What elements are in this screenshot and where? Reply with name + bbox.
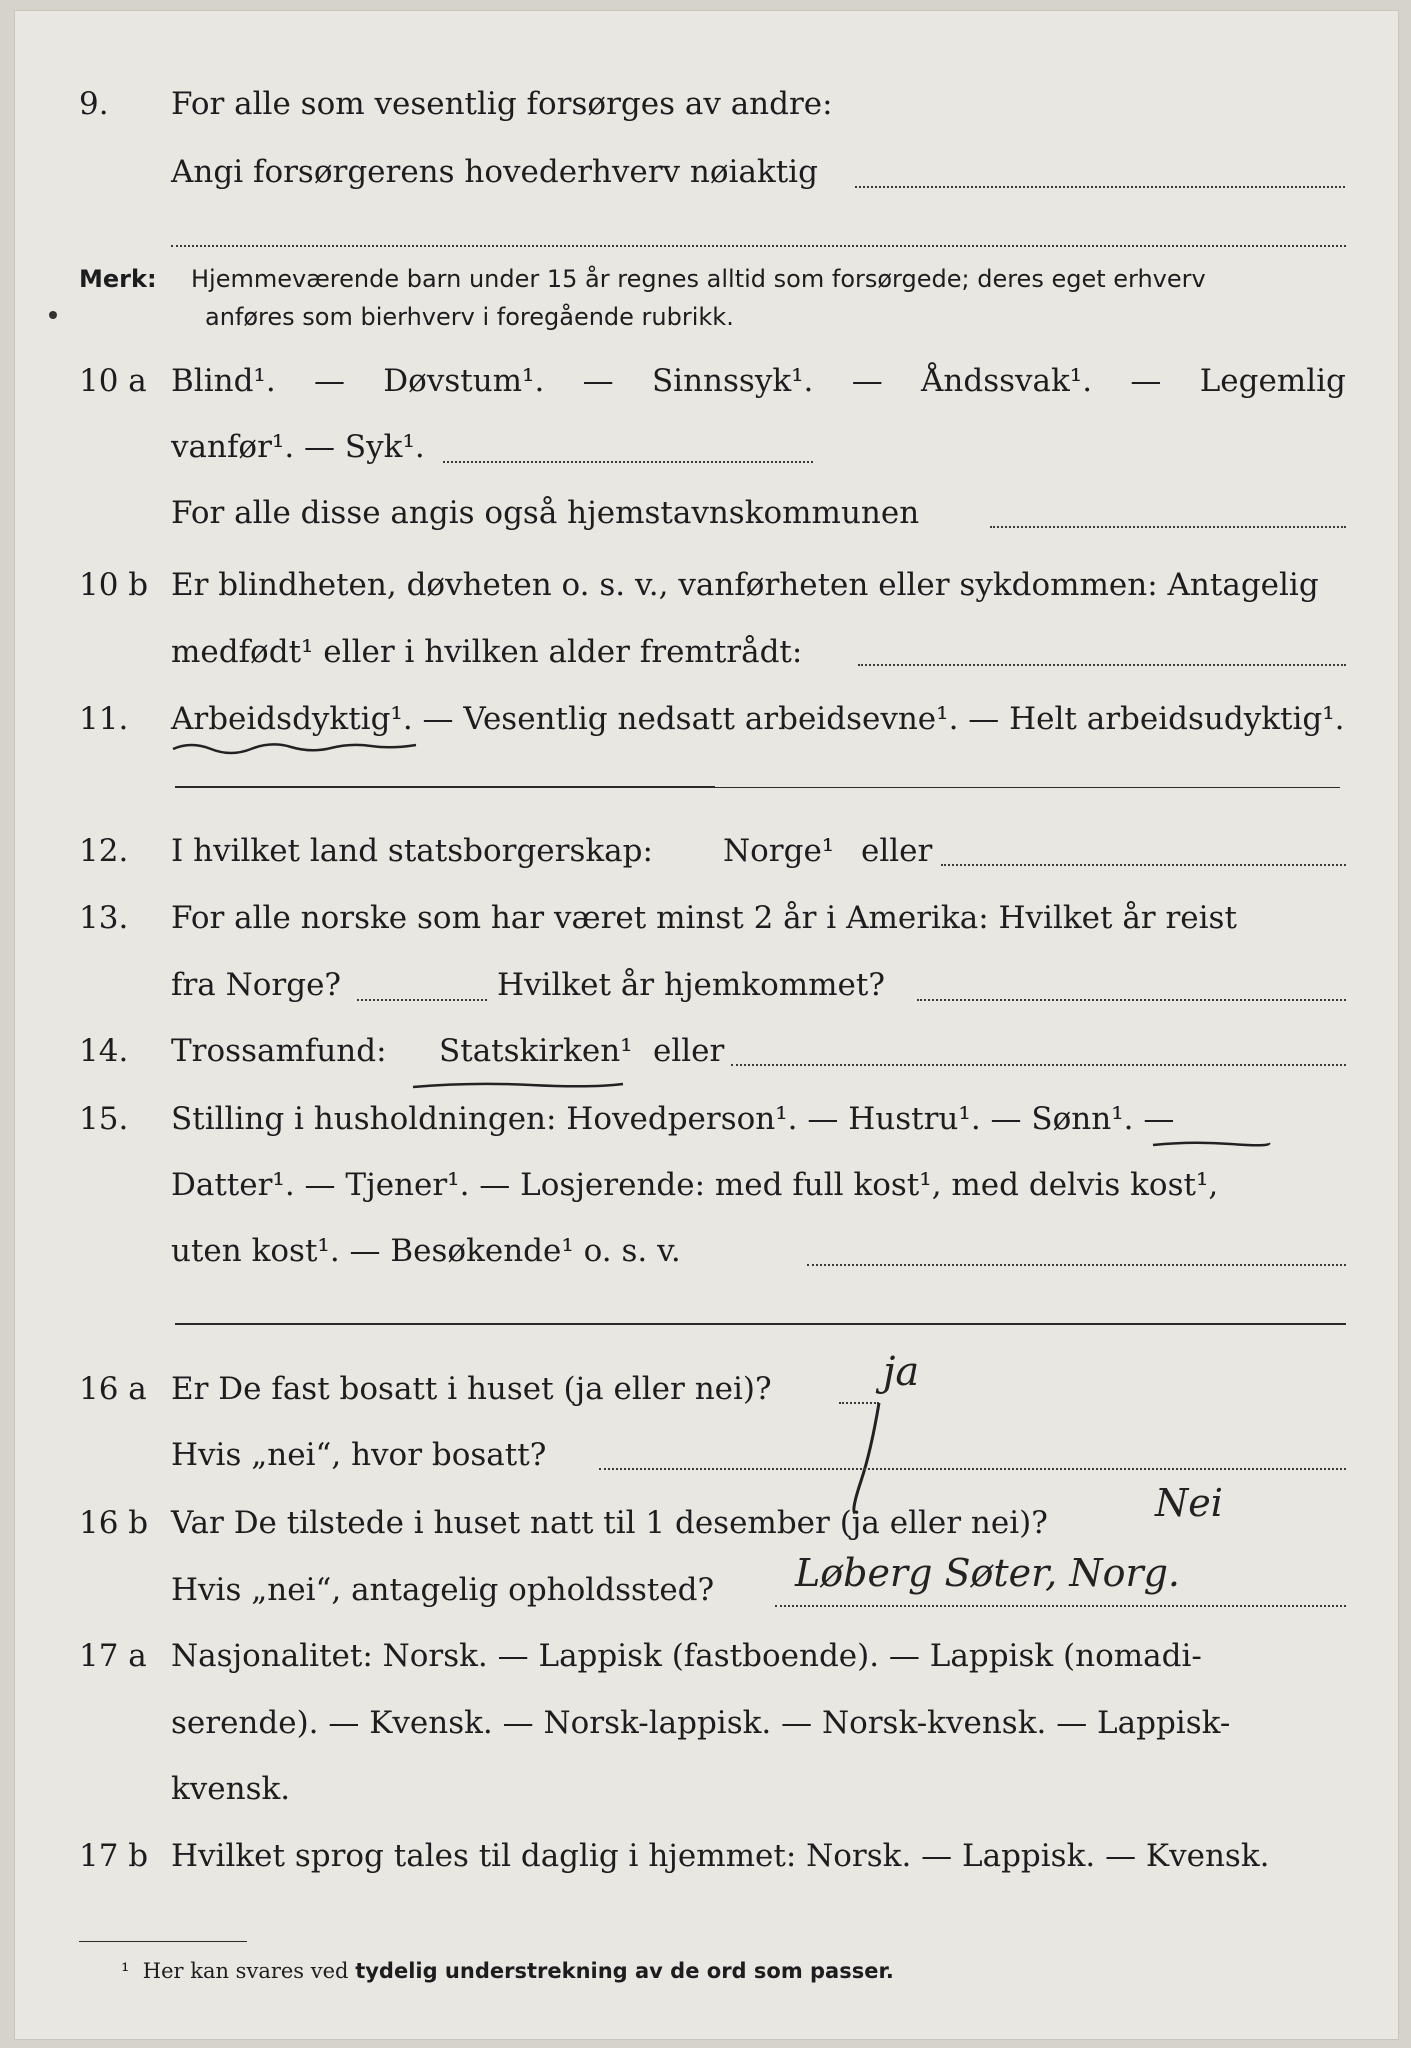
q11-rule-right — [715, 787, 1340, 788]
q16a-line2: Hvis „nei“, hvor bosatt? — [171, 1437, 547, 1473]
q15-number: 15. — [79, 1101, 129, 1137]
q14-prefix: Trossamfund: — [171, 1033, 387, 1069]
q17b-line1: Hvilket sprog tales til daglig i hjemmet: Norsk. — Lappisk. — Kvensk. — [171, 1838, 1270, 1874]
q10a-dash: — — [582, 363, 614, 399]
q10b-line1: Er blindheten, døvheten o. s. v., vanførheten eller sykdommen: Antagelig — [171, 567, 1319, 603]
q15-rule — [175, 1323, 1346, 1325]
footnote — [121, 1959, 894, 1983]
q12-suffix: eller — [861, 833, 933, 869]
footnote-prefix: Her kan svares ved — [142, 1959, 349, 1983]
q15-answer-line[interactable] — [807, 1264, 1346, 1266]
q13-hjemkommet-line[interactable] — [917, 999, 1346, 1001]
q10a-dash: — — [1130, 363, 1162, 399]
q16a-bosatt-line[interactable] — [599, 1468, 1346, 1470]
footnote-bold: tydelig understrekning av de ord som passer. — [355, 1959, 894, 1983]
q10a-opt-andssvak[interactable]: Åndssvak¹. — [921, 363, 1093, 399]
q14-underline-mark — [411, 1079, 626, 1093]
q10a-number: 10 a — [79, 363, 147, 399]
q17a-number: 17 a — [79, 1638, 147, 1674]
q16b-handwritten-answer1: Nei — [1155, 1481, 1223, 1525]
q16a-handwritten-answer: ja — [883, 1349, 920, 1395]
q10a-opt-sinnssyk[interactable]: Sinnssyk¹. — [651, 363, 814, 399]
q10a-opt-blind[interactable]: Blind¹. — [171, 363, 276, 399]
q9-answer-line2[interactable] — [171, 245, 1346, 247]
q15-line3: uten kost¹. — Besøkende¹ o. s. v. — [171, 1233, 681, 1269]
q15-underline-mark — [1151, 1139, 1271, 1151]
q14-suffix: eller — [653, 1033, 725, 1069]
q10b-line2: medfødt¹ eller i hvilken alder fremtrådt: — [171, 634, 803, 670]
q10b-answer-line[interactable] — [858, 664, 1346, 666]
q16b-line1: Var De tilstede i huset natt til 1 desember (ja eller nei)? — [171, 1505, 1048, 1541]
footnote-mark: ¹ — [121, 1959, 130, 1983]
q16b-opholdssted-line[interactable] — [775, 1605, 1346, 1607]
q11-rule-left — [175, 786, 715, 788]
q16a-number: 16 a — [79, 1371, 147, 1407]
q16a-pen-stroke — [845, 1401, 885, 1521]
q9-answer-line[interactable] — [855, 186, 1345, 188]
q10a-dash: — — [851, 363, 883, 399]
bullet-dot — [49, 311, 57, 319]
q13-line2b: Hvilket år hjemkommet? — [497, 967, 885, 1003]
q11-line1: Arbeidsdyktig¹. — Vesentlig nedsatt arbeidsevne¹. — Helt arbeidsudyktig¹. — [171, 701, 1345, 737]
q12-prefix: I hvilket land statsborgerskap: — [171, 833, 653, 869]
merk-line2: anføres som bierhverv i foregående rubrikk. — [205, 303, 734, 331]
q10b-number: 10 b — [79, 567, 149, 603]
q16b-line2: Hvis „nei“, antagelig opholdssted? — [171, 1572, 715, 1608]
q11-number: 11. — [79, 701, 129, 737]
q9-line2: Angi forsørgerens hovederhverv nøiaktig — [171, 154, 818, 190]
q9-line1: For alle som vesentlig forsørges av andre: — [171, 86, 833, 122]
q9-number: 9. — [79, 86, 109, 122]
q10a-opt-dovstum[interactable]: Døvstum¹. — [383, 363, 545, 399]
q17a-line3: kvensk. — [171, 1771, 291, 1807]
q17a-line2: serende). — Kvensk. — Norsk-lappisk. — Norsk-kvensk. — Lappisk- — [171, 1705, 1231, 1741]
q17a-line1: Nasjonalitet: Norsk. — Lappisk (fastboende). — Lappisk (nomadi- — [171, 1638, 1202, 1674]
q15-line1: Stilling i husholdningen: Hovedperson¹. — Hustru¹. — Sønn¹. — — [171, 1101, 1175, 1137]
q14-answer-line[interactable] — [731, 1064, 1346, 1066]
q13-line2a: fra Norge? — [171, 967, 342, 1003]
q16b-handwritten-answer2: Løberg Søter, Norg. — [795, 1551, 1181, 1595]
q11-underline-mark — [171, 739, 421, 759]
q16b-number: 16 b — [79, 1505, 149, 1541]
census-form-page — [14, 10, 1399, 2040]
q10a-options — [171, 363, 1346, 399]
q10a-answer-line[interactable] — [443, 461, 813, 463]
merk-line1: Hjemmeværende barn under 15 år regnes alltid som forsørgede; deres eget erhverv — [191, 265, 1206, 293]
merk-label: Merk: — [79, 265, 157, 293]
q10a-line2: vanfør¹. — Syk¹. — [171, 429, 425, 465]
q13-line1: For alle norske som har været minst 2 år i Amerika: Hvilket år reist — [171, 900, 1237, 936]
q16a-line1: Er De fast bosatt i huset (ja eller nei)? — [171, 1371, 772, 1407]
q12-number: 12. — [79, 833, 129, 869]
q15-line2: Datter¹. — Tjener¹. — Losjerende: med full kost¹, med delvis kost¹, — [171, 1167, 1219, 1203]
q12-answer-norge[interactable]: Norge¹ — [723, 833, 835, 869]
q14-number: 14. — [79, 1033, 129, 1069]
q13-number: 13. — [79, 900, 129, 936]
q17b-number: 17 b — [79, 1838, 149, 1874]
q14-answer-statskirken[interactable]: Statskirken¹ — [439, 1033, 633, 1069]
q10a-line3: For alle disse angis også hjemstavnskommunen — [171, 495, 920, 531]
q10a-dash: — — [314, 363, 345, 399]
footnote-rule — [79, 1941, 247, 1942]
q10a-opt-legemlig[interactable]: Legemlig — [1199, 363, 1346, 399]
q10a-hjemstavn-line[interactable] — [990, 526, 1346, 528]
q12-answer-line[interactable] — [941, 864, 1346, 866]
q13-reist-line[interactable] — [357, 999, 487, 1001]
